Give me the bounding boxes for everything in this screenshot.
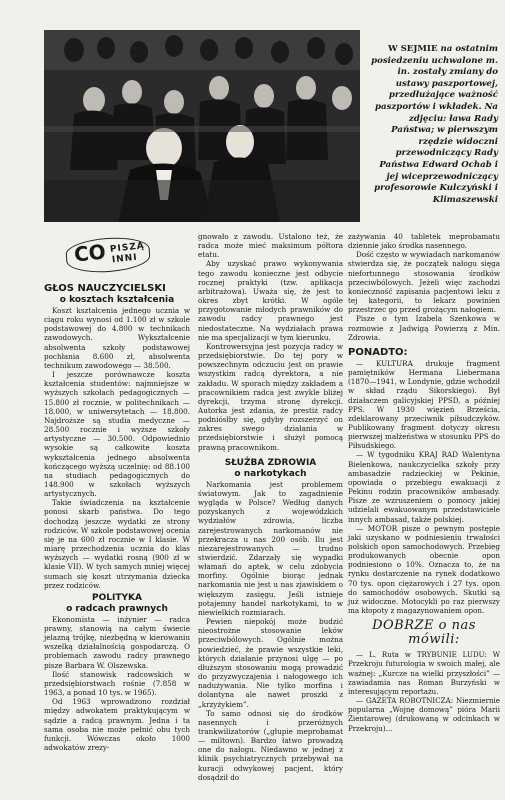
section-subtitle-radcy: o radcach prawnych [66, 603, 168, 614]
section-title-glos-nauczycielski: GŁOS NAUCZYCIELSKI [44, 283, 166, 294]
paragraph: Koszt kształcenia jednego ucznia w ciągu roku wynosi od 1.100 zł w szkole podstawowej do 4.800 w technikach zawodowych. Wykształcenie absolwenta szkoły podstawowej pochłania 8.600 zł, absolwenta technikum zawodowego — 38.500. [44, 306, 190, 370]
dobrze-line-1: DOBRZE o nas [372, 618, 476, 634]
section-title-ponadto: PONADTO: [348, 346, 408, 358]
paragraph: Pewien niepokój może budzić nieostrożne stosowanie leków przeciwbólowych. Ogólnie można powiedzieć, że prawie wszystkie leki, których działanie przynosi ulgę — po dłuższym stosowaniu mogą prowadzić do przyzwyczajenia i nałogowego ich nadużywania. Nie tylko morfina i dolantyna ale nawet proszki z „krzyżykiem”. [198, 617, 343, 709]
section-subtitle-koszty: o kosztach kształcenia [59, 295, 175, 305]
column-3 [348, 232, 500, 733]
photo-caption [366, 44, 498, 206]
paragraph: Ilość stanowisk radcowskich w przedsiębiorstwach rośnie (7.858 w 1963, a ponad 10 tys. w 1965). [44, 669, 190, 698]
caption-lead: W SEJMIE [387, 44, 438, 54]
caption-text: na ostatnim posiedzeniu uchwalone m. in. zostały zmiany do ustawy paszportowej, przedłużające ważność paszportów i wkładek. Na zdjęciu: ława Rady Państwa; w pierwszym rzędzie widoczni przewodniczący Rady Państwa Edward Ochab i jej wiceprzewodniczący profesorowie Kulczyński i Klimaszewski [371, 44, 498, 205]
column-2 [198, 232, 343, 782]
sejm-photo [44, 30, 360, 222]
paragraph: Pisze o tym Izabela Szenkowa w rozmowie z Jadwigą Powierzą z Min. Zdrowia. [348, 314, 500, 342]
paragraph: Ekonomista — inżynier — radca prawny, stanowią na całym świecie jelazną trójkę, niezbędną w kierowaniu wszelką działalnością gospodarczą. O problemach zawodu radcy prawnego pisze Barbara W. Olszewska. [44, 614, 190, 670]
logo-inni: INNI [111, 252, 139, 266]
dobrze-line-2: mówili: [408, 632, 460, 648]
sejm-photo-graphic [44, 30, 360, 222]
co-pisza-inni-logo [66, 238, 150, 272]
paragraph: I jeszcze porównawcze koszta kształcenia studentów: najmniejsze w wyższych szkołach pedagogicznych — 15.800 zł rocznie, w politechnikach — 18.000, w uniwersytetach — 18.800. Najdroższe są studia medyczne — 28.500 rocznie i wyższe szkoły artystyczne — 30.500. Odpowiednio wysokie są całkowite koszta wykształcenia jednego absolwenta kończącego wyższą uczelnię: od 88.100 na studiach pedagogicznych do 148.900 w szkołach wyższych artystycznych. [44, 370, 190, 499]
column-1 [44, 232, 190, 752]
paragraph: — W tygodniku KRAJ RAD Walentyna Bielenkowa, naukczycielka szkoły przy ambasadzie radzieckiej w Pekinie, opowiada o przebiegu ewakuacji z Pekinu rodzin pracowników ambasady. Pisze ze wzruszeniem o pomocy jakiej udzielali ewakuowanym przedstawiciele innych ambasad, także polskiej. [348, 450, 500, 524]
paragraph: Dość często w wywiadach narkomanów stwierdza się, że początek nałogu sięga niefortunnego stosowania środków przeciwbólowych. Jeżeli więc zachodzi konieczność zapisania pacjentowi leku z tej kategorii, to lekarz powinien przestrzec go przed grożącym nałogiem. [348, 250, 500, 315]
paragraph: — L. Ruta w TRYBUNIE LUDU: W Przekroju futurologia w swoich małej, ale ważnej: „Kurcze na wielki przyszłości” — zawiadamia nas Roman Burzyński w interesującym reportażu. [348, 650, 500, 696]
paragraph: zażywania 40 tabletek meprobamatu dziennie jako środka nasennego. [348, 232, 500, 251]
paragraph: Narkomania jest problemem światowym. Jak to zagadnienie wygląda w Polsce? Według danych pozyskanych z wojewódzkich wydziałów zdrowia, liczba zarejestrowanych narkomanów nie przekracza u nas 200 osób. Ilu jest niezarejestrowanych — trudno stwierdzić. Zdarzały się wypadki włamań do aptek, w celu zdobycia morfiny. Ogólnie biorąc jednak narkomania nie jest u nas zjawiskiem o większym zasięgu. Jeśli istnieje potajemny handel narkotykami, to w niewielkich rozmiarach. [198, 479, 343, 617]
paragraph: Kontrowersyjna jest pozycja radcy w przedsiębiorstwie. Do tej pory w powszechnym odczuciu jest on prawie wszystkim radcą dyrektora, a nie zakładu. W sporach między zakładem a pracownikiem radca jest zwykle bliżej dyrekcji, trzyma stronę dyrekcji. Autorka jest zdania, że prestiż radcy podniósłby się, gdyby rozszerzyć on zakres swego działania w przedsiębiorstwie i służył pomocą prawną pracownikom. [198, 341, 343, 452]
dobrze-o-nas-heading [348, 619, 500, 647]
paragraph: — MOTOR pisze o pewnym postępie jaki uzyskano w podniesieniu trwałości polskich opon samochodowych. Przebieg produkowanych obecnie opon podniesiono o 10%. Oznacza to, że na rynku dostarczenie na rynek dodatkowo 70 tys. opon ciężarowych i 27 tys. opon do samochodów osobowych. Skutki są już widoczne. Motocykli po raz pierwszy ma kłopoty z magazynowaniem opon. [348, 523, 500, 616]
section-subtitle-narkotyki: o narkotykach [234, 468, 307, 479]
paragraph: — GAZETA ROBOTNICZA: Niezmiernie popularna „Wojnę domową” pióra Marii Zientarowej (drukowaną w odcinkach w Przekroju)... [348, 696, 500, 733]
paragraph: Od 1963 wprowadzono rozdział między adwokatem praktykującym w sądzie a radcą prawnym. Jedna i ta sama osoba nie może pełnić obu tych funkcji. Wówczas około 1000 adwokatów zrezy- [44, 697, 190, 753]
logo-co: CO [72, 239, 107, 267]
paragraph: — KULTURA drukuje fragment pamiętników Hermana Liebermana (1870—1941, w Londynie, gdzie wchodził w skład rządu Sikorskiego). Był działaczem galicyjskiej PPSD, a później PPS. W 1930 więzień Brześcia, zdeklarowany przeciwnik piłsudczyków. Publikowany fragment dotyczy okresu pierwszej małżeństwa w stosunku PPS do Piłsudskiego. [348, 358, 500, 451]
paragraph: Takie świadczenia na kształcenie ponosi skarb państwa. Do tego dochodzą jeszcze wydatki ze strony rodziców. W szkole podstawowej ocenia się je na 600 zł rocznie w I klasie. W miarę przechodzenia ucznia do klas wyższych — wydatki rosną (900 zł w klasie VII). W tych samych mniej więcej sumach się koszt utrzymania dziecka przez rodziców. [44, 498, 190, 590]
section-title-sluzba-zdrowia: SŁUŻBA ZDROWIA [224, 457, 317, 468]
logo-pisza: PISZĄ [109, 241, 146, 255]
paragraph: To samo odnosi się do środków nasennych i przeróżnych trankwilizatorów („głupie meprobamat — miltown). Bardzo łatwo prowadzą one do nałogu. Niedawno w jednej z klinik psychiatrycznych przebywał na kuracji odwykowej pacjent, który dosądził do [198, 708, 343, 782]
paragraph: gnowało z zawodu. Ustalono też, że radca może mieć maksimum półtora etatu. [198, 232, 343, 260]
section-title-polityka: POLITYKA [92, 592, 142, 603]
paragraph: Aby uzyskać prawo wykonywania tego zawodu konieczne jest odbycie rocznej praktyki (tzw. aplikacja arbitrażowa). Uważa się, że jest to okres zbyt krótki. W ogóle przygotowanie młodych prawników do zawodu radcy prawnego jest niedostateczne. Na wydziałach prawa nie ma specjalizacji w tym kierunku. [198, 259, 343, 342]
